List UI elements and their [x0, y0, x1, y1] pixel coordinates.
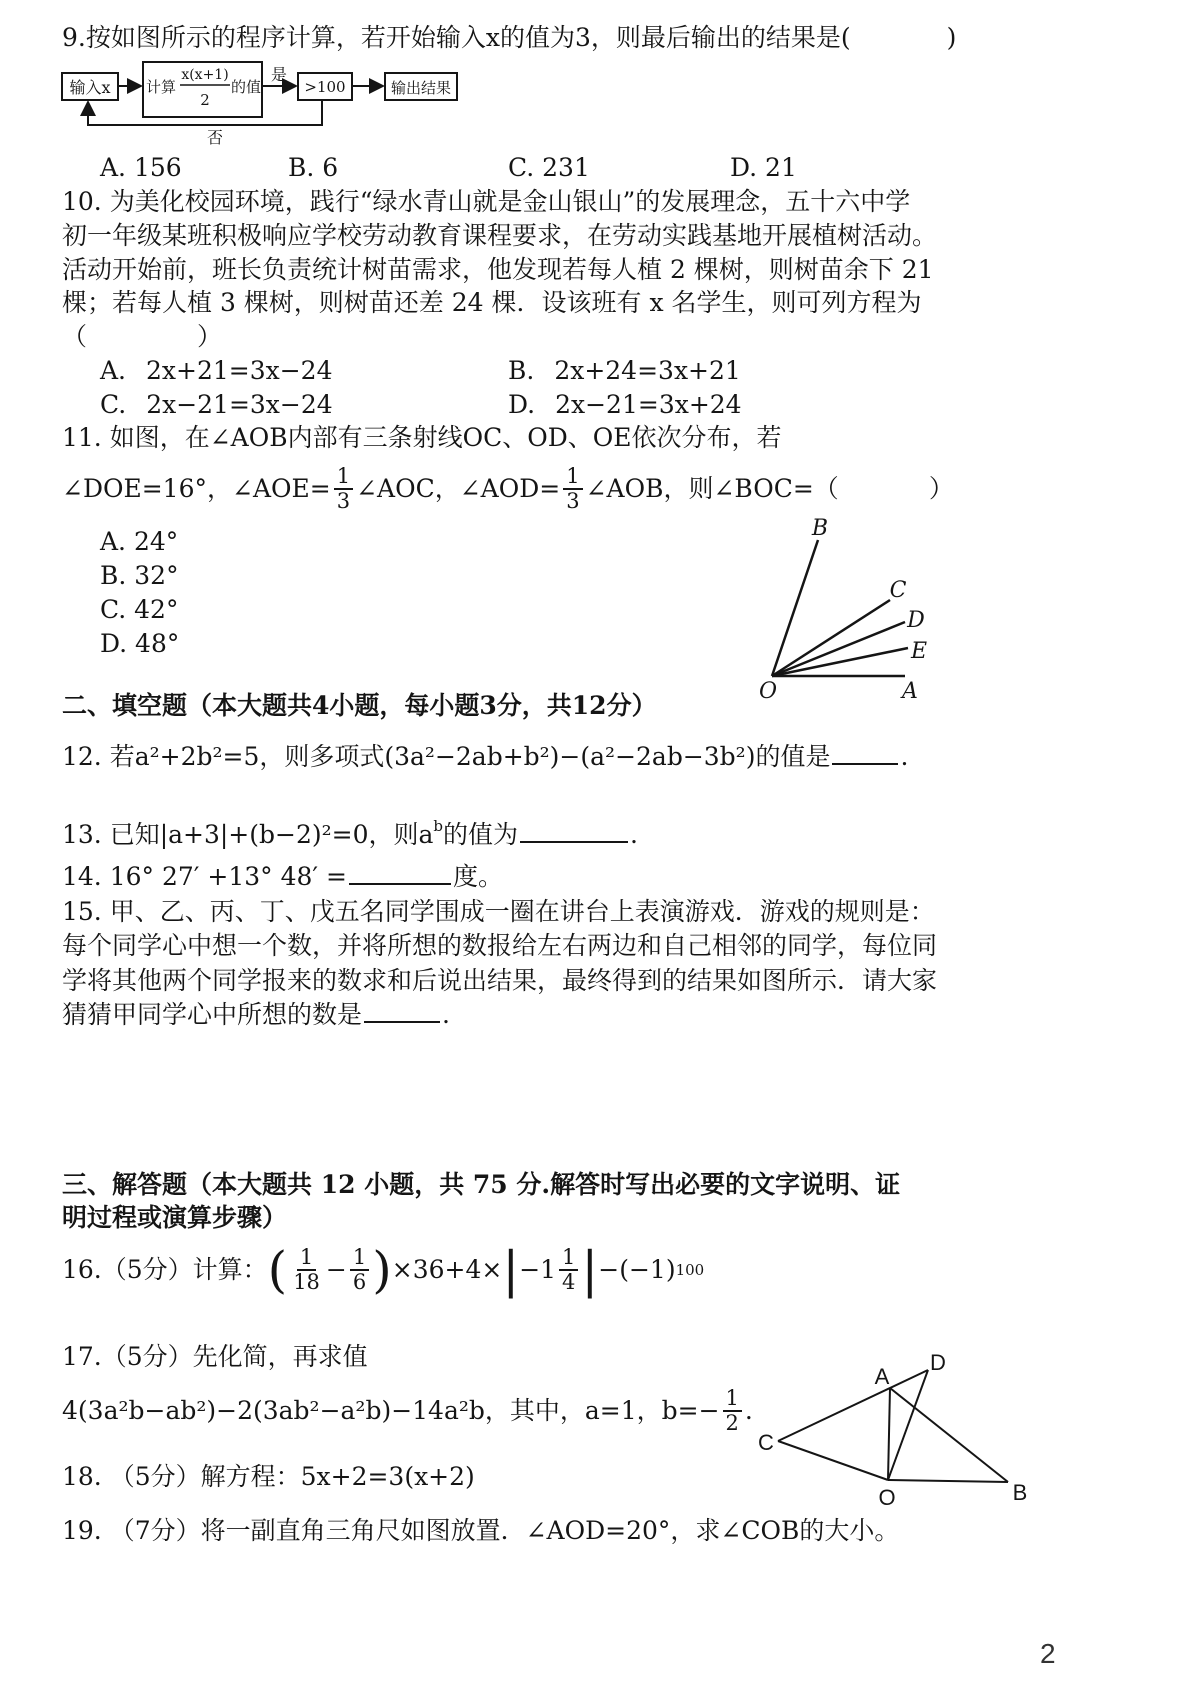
q13-text: 13. 已知|a+3|+(b−2)²=0，则a	[62, 820, 434, 849]
fraction-numerator: 1	[297, 1246, 316, 1271]
fraction-numerator: 1	[334, 465, 353, 490]
section-heading-fill-in: 二、填空题（本大题共4小题，每小题3分，共12分）	[62, 691, 657, 720]
option-equation: 2x+24=3x+21	[554, 356, 741, 385]
q16-middle: ×36+4×	[391, 1255, 503, 1284]
q14-suffix: 度。	[453, 862, 504, 891]
q10-option-d	[508, 389, 742, 421]
ray-ob	[772, 540, 818, 676]
option-label: D.	[508, 390, 536, 419]
fraction	[723, 1387, 742, 1435]
q15-last-text: 猜猜甲同学心中所想的数是	[62, 1000, 363, 1029]
option-equation: 2x−21=3x+24	[555, 390, 742, 419]
q10-answer-open: （	[62, 322, 88, 351]
point-label-d: D	[907, 608, 925, 633]
q9-option-b: B. 6	[288, 153, 339, 182]
flow-calc-numerator: x(x+1)	[181, 67, 229, 83]
q9-stem	[62, 22, 956, 54]
answer-blank	[349, 861, 451, 885]
q11-line1: 11. 如图，在∠AOB内部有三条射线OC、OD、OE依次分布，若	[62, 423, 782, 452]
flow-no-label: 否	[206, 128, 224, 147]
section-heading-solve-cont: 明过程或演算步骤）	[62, 1203, 288, 1232]
q12	[62, 741, 908, 773]
segment-ob	[888, 1480, 1008, 1482]
flow-yes-label: 是	[270, 65, 288, 84]
q18: 18. （5分）解方程：5x+2=3(x+2)	[62, 1462, 475, 1491]
fraction-numerator: 1	[559, 1246, 578, 1271]
q16-mixed-whole: −1	[519, 1255, 557, 1284]
q15-last-line	[62, 999, 450, 1031]
q9-stem-text: 9.按如图所示的程序计算，若开始输入x的值为3，则最后输出的结果是(	[62, 23, 851, 52]
fraction-denominator: 4	[562, 1270, 576, 1294]
fraction	[559, 1246, 578, 1294]
q9-option-a: A. 156	[100, 153, 182, 182]
fraction	[290, 1246, 323, 1294]
q15-suffix: .	[442, 1000, 450, 1029]
q13-suffix: .	[630, 820, 638, 849]
flow-output-text: 输出结果	[390, 79, 452, 97]
q14	[62, 861, 503, 893]
q10-answer-close: ）	[197, 322, 223, 351]
flow-condition-text: >100	[304, 78, 346, 96]
point-label-d: D	[930, 1350, 946, 1375]
q10-line: 活动开始前，班长负责统计树苗需求，他发现若每人植 2 棵树，则树苗余下 21	[62, 255, 934, 284]
q12-suffix: .	[900, 742, 909, 771]
q11-angle-figure	[740, 505, 940, 705]
q11-option-d: D. 48°	[100, 629, 180, 658]
section-heading-solve: 三、解答题（本大题共 12 小题，共 75 分.解答时写出必要的文字说明、证	[62, 1170, 901, 1199]
point-label-a: A	[874, 1364, 890, 1389]
q16-prefix: 16.（5分）计算：	[62, 1255, 268, 1284]
q11-option-c: C. 42°	[100, 595, 179, 624]
option-label: C.	[100, 390, 127, 419]
q14-text: 14. 16° 27′ +13° 48′ =	[62, 862, 347, 891]
q13-exponent: b	[433, 817, 444, 835]
point-label-b: B	[1012, 1480, 1028, 1505]
q12-text: 12. 若a²+2b²=5，则多项式(3a²−2ab+b²)−(a²−2ab−3b²)的值是	[62, 742, 831, 771]
q17-line1: 17.（5分）先化简，再求值	[62, 1342, 368, 1371]
q15-line: 每个同学心中想一个数，并将所想的数报给左右两边和自己相邻的同学，每位同	[62, 931, 938, 960]
q19: 19. （7分）将一副直角三角尺如图放置．∠AOD=20°，求∠COB的大小。	[62, 1516, 900, 1545]
q9-option-c: C. 231	[508, 153, 590, 182]
point-label-o: O	[758, 679, 778, 704]
q11-part: ∠AOC，∠AOD=	[356, 474, 561, 503]
option-label: B.	[508, 356, 535, 385]
flow-calc-prefix: 计算	[146, 78, 177, 96]
q11-part: ）	[928, 474, 954, 503]
segment-ab	[890, 1388, 1008, 1482]
point-label-c: C	[889, 578, 907, 603]
q10-option-b	[508, 355, 741, 387]
fraction-denominator: 18	[293, 1270, 320, 1294]
fraction-denominator: 3	[566, 489, 580, 513]
fraction	[334, 465, 353, 513]
q13-middle: 的值为	[443, 820, 519, 849]
answer-blank	[832, 741, 898, 765]
fraction-numerator: 1	[723, 1387, 742, 1412]
q16-exponent: 100	[675, 1261, 705, 1279]
abs-bar: |	[581, 1241, 599, 1299]
point-label-o: O	[878, 1485, 896, 1510]
q15-line: 15. 甲、乙、丙、丁、戊五名同学围成一圈在讲台上表演游戏．游戏的规则是：	[62, 897, 935, 926]
fraction-numerator: 1	[563, 465, 582, 490]
q17-expression: 4(3a²b−ab²)−2(3ab²−a²b)−14a²b，其中，a=1，b=−	[62, 1396, 720, 1425]
right-paren: )	[372, 1241, 392, 1299]
q16-tail: −(−1)	[598, 1255, 676, 1284]
q13	[62, 810, 638, 849]
fraction	[563, 465, 582, 513]
q10-answer-parens	[62, 321, 222, 353]
fraction-denominator: 3	[336, 489, 351, 513]
q10-line: 初一年级某班积极响应学校劳动教育课程要求，在劳动实践基地开展植树活动。	[62, 221, 938, 250]
option-equation: 2x+21=3x−24	[146, 356, 333, 385]
q19-triangle-figure	[750, 1345, 1040, 1510]
option-equation: 2x−21=3x−24	[146, 390, 333, 419]
segment-ao	[888, 1388, 890, 1480]
point-label-b: B	[811, 516, 829, 541]
q9-option-d: D. 21	[730, 153, 797, 182]
q17-suffix: .	[744, 1396, 753, 1425]
option-label: A.	[100, 356, 127, 385]
q10-line: 10. 为美化校园环境，践行“绿水青山就是金山银山”的发展理念，五十六中学	[62, 187, 911, 216]
q10-option-c	[100, 389, 333, 421]
ray-od	[772, 622, 905, 676]
answer-blank	[520, 819, 628, 843]
fraction-denominator: 2	[725, 1411, 739, 1435]
q9-flowchart	[55, 55, 475, 150]
segment-co	[778, 1441, 888, 1480]
fraction-numerator: 1	[350, 1246, 369, 1271]
answer-blank	[364, 999, 440, 1023]
q11-option-a: A. 24°	[100, 527, 179, 556]
q17-line2	[62, 1384, 753, 1438]
q16	[62, 1240, 704, 1300]
q11-part: ∠AOB，则∠BOC=（	[585, 474, 839, 503]
flow-input-text: 输入x	[69, 78, 111, 97]
q11-part: ∠DOE=16°，∠AOE=	[62, 474, 331, 503]
q15-line: 学将其他两个同学报来的数求和后说出结果，最终得到的结果如图所示．请大家	[62, 966, 938, 995]
fraction-denominator: 6	[352, 1270, 367, 1294]
abs-bar: |	[502, 1241, 520, 1299]
q10-option-a	[100, 355, 333, 387]
point-label-a: A	[902, 679, 918, 704]
q11-option-b: B. 32°	[100, 561, 179, 590]
left-paren: (	[267, 1241, 288, 1299]
page-number: 2	[1040, 1638, 1056, 1669]
fraction	[350, 1246, 369, 1294]
point-label-c: C	[758, 1430, 774, 1455]
q9-stem-close: )	[946, 23, 957, 52]
q10-line: 棵；若每人植 3 棵树，则树苗还差 24 棵．设该班有 x 名学生，则可列方程为	[62, 288, 922, 317]
minus-sign: −	[325, 1255, 347, 1284]
flow-calc-suffix: 的值	[231, 78, 262, 96]
point-label-e: E	[910, 639, 928, 664]
flow-calc-denominator: 2	[200, 91, 210, 109]
